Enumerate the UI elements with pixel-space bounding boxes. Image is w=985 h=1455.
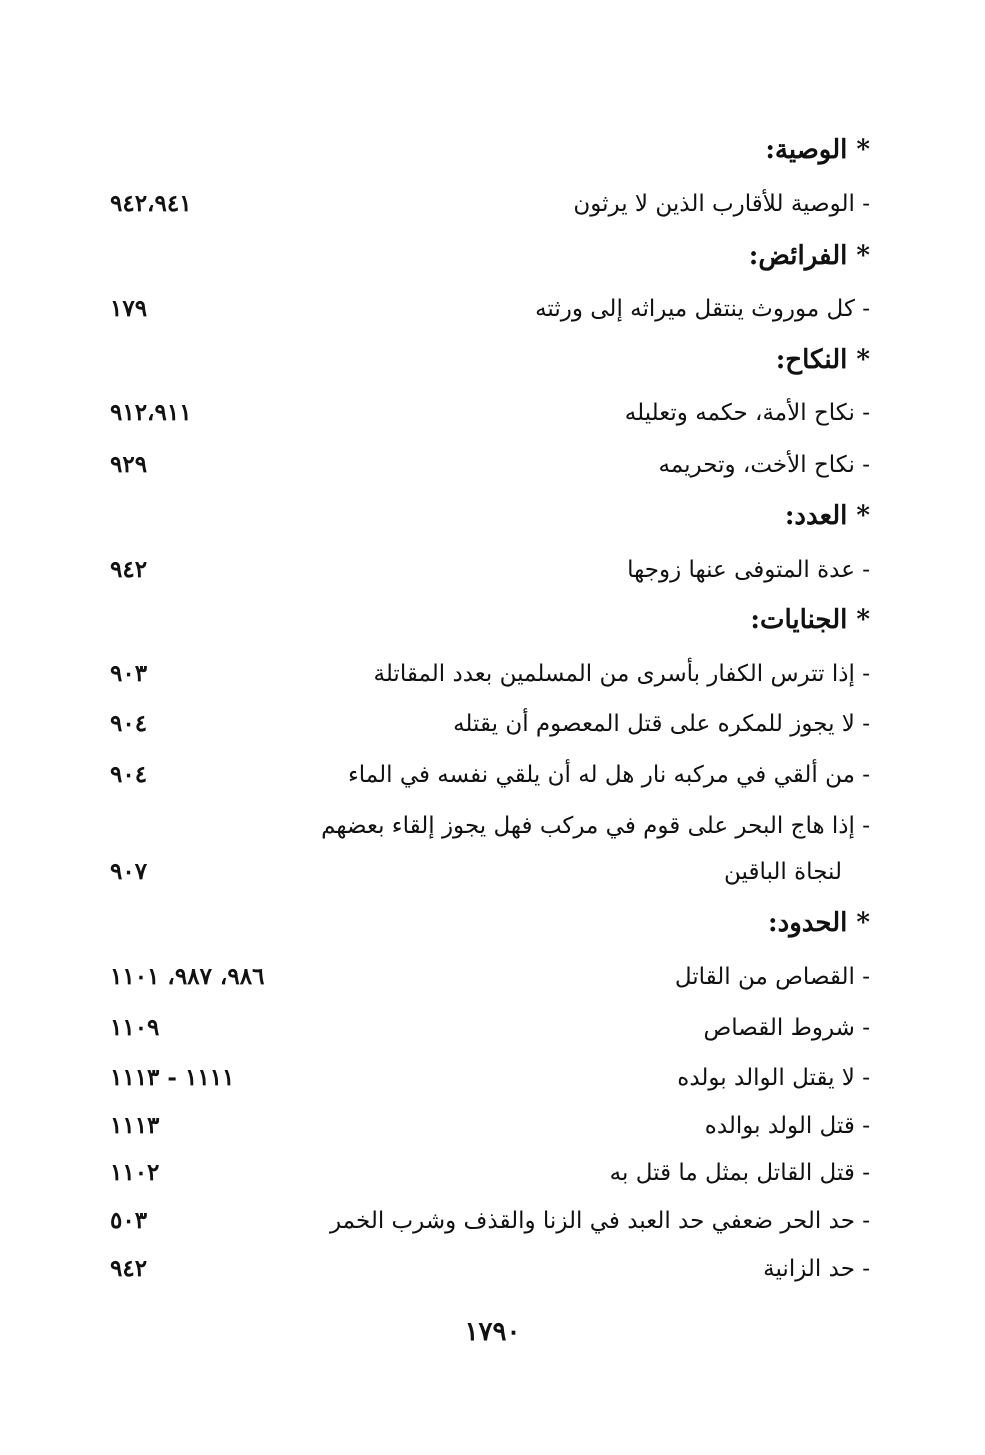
- index-entry: [110, 1201, 870, 1241]
- entry-page-ref: ٩٤٢،٩٤١: [110, 190, 192, 217]
- index-entry: [110, 654, 870, 694]
- entry-page-ref: ٩٢٩: [110, 451, 148, 478]
- entry-text: - القصاص من القاتل: [674, 964, 870, 990]
- index-entry: [110, 184, 870, 224]
- entry-text: - نكاح الأمة، حكمه وتعليله: [624, 400, 870, 426]
- entry-page-ref: ٩١٢،٩١١: [110, 399, 192, 426]
- entry-text: - حد الحر ضعفي حد العبد في الزنا والقذف وشرب الخمر: [329, 1208, 870, 1234]
- entry-page-ref: ٩٨٦، ٩٨٧، ١١٠١: [110, 963, 265, 990]
- index-entry: [110, 550, 870, 590]
- index-entry: [110, 755, 870, 795]
- entry-page-ref: ٥٠٣: [110, 1207, 148, 1234]
- entry-page-ref: ٩٠٧: [110, 858, 148, 885]
- entry-page-ref: ١١١١ - ١١١٣: [110, 1064, 235, 1091]
- index-entry: [110, 393, 870, 433]
- entry-text: - من ألقي في مركبه نار هل له أن يلقي نفسه في الماء: [347, 762, 870, 788]
- entry-page-ref: ٩٠٣: [110, 660, 148, 687]
- entry-text: - إذا تترس الكفار بأسرى من المسلمين بعدد المقاتلة: [373, 661, 870, 687]
- page-number: ١٧٩٠: [464, 1317, 521, 1347]
- entry-text: - شروط القصاص: [703, 1015, 870, 1041]
- entry-text-continuation: لنجاة الباقين: [724, 859, 842, 885]
- entry-text: - إذا هاج البحر على قوم في مركب فهل يجوز إلقاء بعضهم: [321, 813, 870, 839]
- entry-text: - عدة المتوفى عنها زوجها: [627, 557, 870, 583]
- entry-page-ref: ٩٤٢: [110, 556, 148, 583]
- index-entry: [110, 289, 870, 329]
- index-entry: [110, 1153, 870, 1193]
- entry-text: - الوصية للأقارب الذين لا يرثون: [573, 191, 870, 217]
- entry-page-ref: ١٧٩: [110, 295, 148, 322]
- index-entry: [110, 957, 870, 997]
- entry-page-ref: ٩٠٤: [110, 761, 148, 788]
- section-heading-faraid: * الفرائض:: [748, 241, 870, 271]
- index-entry: [110, 445, 870, 485]
- entry-page-ref: ٩٠٤: [110, 710, 148, 737]
- entry-page-ref: ٩٤٢: [110, 1255, 148, 1282]
- index-entry-continuation: [110, 852, 870, 892]
- index-entry: [110, 704, 870, 744]
- entry-text: - قتل القاتل بمثل ما قتل به: [609, 1160, 870, 1186]
- index-entry: [110, 1106, 870, 1146]
- index-entry: [110, 1008, 870, 1048]
- section-heading-hudud: * الحدود:: [768, 908, 870, 938]
- entry-text: - نكاح الأخت، وتحريمه: [658, 452, 870, 478]
- entry-text: - قتل الولد بوالده: [704, 1113, 870, 1139]
- entry-text: - حد الزانية: [763, 1256, 870, 1282]
- entry-page-ref: ١١٠٢: [110, 1159, 160, 1186]
- index-entry: [110, 806, 870, 846]
- index-entry: [110, 1058, 870, 1098]
- section-heading-wasiyya: * الوصية:: [765, 135, 870, 165]
- section-heading-nikah: * النكاح:: [775, 345, 870, 375]
- section-heading-jinayat: * الجنايات:: [750, 605, 870, 635]
- entry-page-ref: ١١٠٩: [110, 1014, 160, 1041]
- entry-text: - لا يقتل الوالد بولده: [677, 1065, 870, 1091]
- entry-text: - لا يجوز للمكره على قتل المعصوم أن يقتله: [453, 711, 870, 737]
- index-entry: [110, 1249, 870, 1289]
- entry-page-ref: ١١١٣: [110, 1112, 160, 1139]
- section-heading-idad: * العدد:: [784, 501, 870, 531]
- entry-text: - كل موروث ينتقل ميراثه إلى ورثته: [535, 296, 870, 322]
